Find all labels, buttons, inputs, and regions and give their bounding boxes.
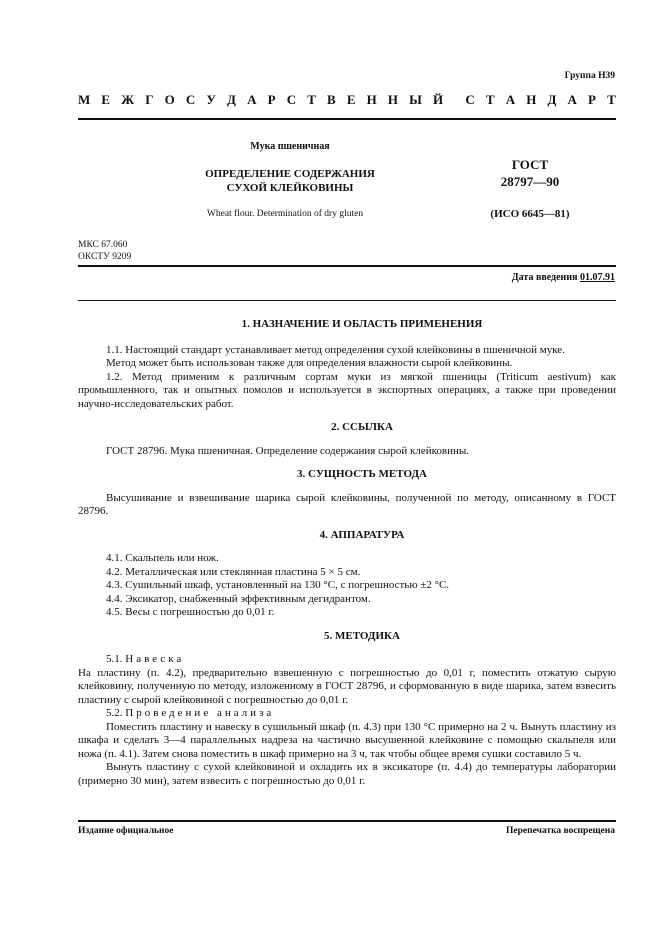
banner-letter: Е	[101, 92, 111, 107]
codes-divider	[78, 265, 616, 267]
list-item: 4.3. Сушильный шкаф, установленный на 130 °С, с погрешностью ±2 °С.	[106, 579, 450, 591]
document-title	[165, 167, 415, 195]
list-item: 4.5. Весы с погрешностью до 0,01 г.	[106, 606, 275, 618]
banner-letter: Р	[267, 92, 276, 107]
banner-letter: Н	[387, 92, 398, 107]
paragraph: 1.2. Метод применим к различным сортам муки из мягкой пшеницы (Triticum aestivum) как промышленного, так и опытных помолов и используется в экспортных операциях, а также при проведении научно-исследовательских работ.	[78, 370, 616, 410]
section-5-heading: 5. МЕТОДИКА	[324, 629, 400, 642]
document-title-line1: ОПРЕДЕЛЕНИЕ СОДЕРЖАНИЯ	[205, 168, 375, 180]
banner-letter: А	[505, 92, 516, 107]
paragraph: Вынуть пластину с сухой клейковиной и охладить их в эксикаторе (п. 4.4) до температуры лаборатории (примерно 30 мин), затем взвесить с погрешностью до 0,01 г.	[78, 761, 616, 787]
banner-letter: Ж	[121, 92, 135, 107]
banner-letter: С	[286, 92, 297, 107]
list-item: 4.1. Скальпель или нож.	[106, 552, 219, 564]
list-item: 4.4. Эксикатор, снабженный эффективным дегидрантом.	[106, 592, 371, 605]
banner-letter: С	[465, 92, 475, 107]
section-2-heading: 2. ССЫЛКА	[331, 421, 393, 433]
banner-letter: Д	[547, 92, 557, 107]
banner-letter: Г	[145, 92, 154, 107]
subsection-heading	[78, 707, 616, 721]
banner-letter: В	[327, 92, 336, 107]
section-1-heading: 1. НАЗНАЧЕНИЕ И ОБЛАСТЬ ПРИМЕНЕНИЯ	[241, 318, 483, 330]
interstate-standard-banner	[78, 92, 616, 108]
banner-letter: У	[206, 92, 216, 107]
subsection-number: 5.2.	[106, 707, 123, 719]
subsection-number: 5.1.	[106, 653, 123, 665]
banner-letter: Т	[607, 92, 616, 107]
section-3-heading: 3. СУЩНОСТЬ МЕТОДА	[297, 468, 427, 480]
subsection-heading	[78, 653, 616, 667]
subsection-title: Проведение анализа	[125, 707, 275, 719]
paragraph: На пластину (п. 4.2), предварительно взвешенную с погрешностью до 0,01 г, поместить отжатую сырую клейковину, полученную по методу, изложенному в ГОСТ 28796, и сформованную в виде шарика, затем взвесить пластину с сырой клейковиной с погрешностью до 0,01 г.	[78, 666, 616, 706]
okstu-code: ОКСТУ 9209	[78, 252, 132, 262]
footer-reprint-notice: Перепечатка воспрещена	[505, 826, 615, 836]
gost-number: 28797—90	[500, 174, 560, 189]
intro-date-label: Дата введения	[511, 272, 580, 283]
intro-date-value: 01.07.91	[580, 272, 615, 283]
intro-date	[512, 272, 615, 283]
english-title: Wheat flour. Determination of dry gluten	[206, 209, 364, 219]
banner-letter: Ы	[409, 92, 422, 107]
banner-letter: Н	[526, 92, 537, 107]
group-code: Группа Н39	[564, 71, 615, 81]
footer-edition: Издание официальное	[78, 826, 174, 836]
banner-letter: Т	[485, 92, 495, 107]
iso-reference: (ИСО 6645—81)	[490, 208, 570, 220]
banner-letter: Р	[588, 92, 596, 107]
footer-divider	[78, 820, 616, 822]
subject-title: Мука пшеничная	[250, 141, 330, 152]
paragraph: Высушивание и взвешивание шарика сырой клейковины, полученной по методу, описанному в ГОСТ 28796.	[78, 491, 616, 517]
banner-letter: О	[164, 92, 175, 107]
classification-codes	[78, 239, 131, 263]
paragraph: 1.1. Настоящий стандарт устанавливает метод определения сухой клейковины в пшеничной муке.	[106, 343, 565, 356]
banner-letter: А	[247, 92, 257, 107]
paragraph: Метод может быть использован также для определения влажности сырой клейковины.	[106, 357, 513, 369]
subsection-title: Навеска	[125, 653, 185, 665]
mks-code: МКС 67.060	[78, 240, 128, 250]
banner-letter: Й	[433, 92, 444, 107]
header-divider	[78, 118, 616, 120]
banner-letter: С	[185, 92, 196, 107]
list-item: 4.2. Металлическая или стеклянная пластина 5 × 5 см.	[106, 565, 361, 578]
paragraph: Поместить пластину и навеску в сушильный шкаф (п. 4.3) при 130 °С примерно на 2 ч. Вынуть пластину из шкафа и сделать 3—4 параллельных надреза на частично высушенной клейковине с помощью скальпеля или ножа (п. 4.1). Затем снова поместить в шкаф примерно на 3 ч, так чтобы общее время сушки составило 5 ч.	[78, 720, 616, 760]
banner-letter: Т	[307, 92, 316, 107]
date-divider	[78, 300, 616, 301]
banner-letter: Д	[227, 92, 236, 107]
document-body	[78, 318, 616, 788]
banner-letter: Н	[366, 92, 377, 107]
banner-letter: М	[78, 92, 91, 107]
banner-letter: А	[567, 92, 577, 107]
section-4-heading: 4. АППАРАТУРА	[319, 528, 405, 541]
document-title-line2: СУХОЙ КЛЕЙКОВИНЫ	[226, 182, 354, 194]
banner-letter: Е	[346, 92, 356, 107]
paragraph: ГОСТ 28796. Мука пшеничная. Определение содержания сырой клейковины.	[106, 444, 469, 457]
gost-label: ГОСТ	[511, 157, 549, 172]
